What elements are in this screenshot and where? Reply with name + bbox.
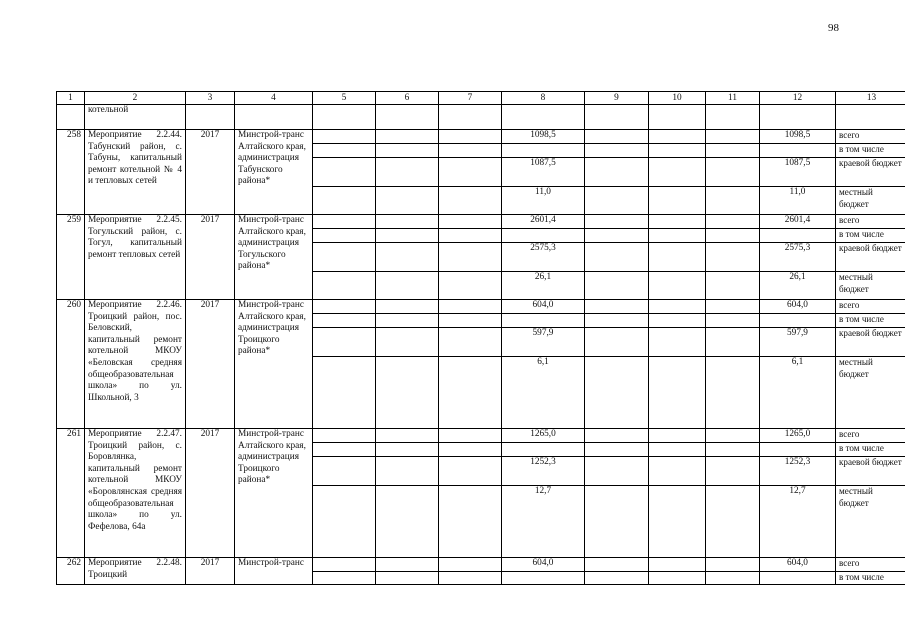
value-col-12: 604,0 — [760, 300, 836, 314]
empty-cell-col-5 — [313, 328, 376, 357]
value-col-12: 1252,3 — [760, 457, 836, 486]
column-header-5: 5 — [313, 92, 376, 105]
empty-cell-col-9 — [585, 572, 649, 585]
value-col-8 — [502, 229, 585, 243]
empty-cell-col-9 — [585, 243, 649, 272]
funding-source: местный бюджет — [836, 187, 905, 215]
executor: Минстрой-транс Алтайского края, администрация Троицкого района* — [235, 429, 313, 558]
empty-cell-col-6 — [376, 443, 439, 457]
value-col-12: 12,7 — [760, 486, 836, 558]
empty-cell-col-6 — [376, 229, 439, 243]
row-number: 258 — [57, 130, 85, 215]
funding-line — [57, 300, 905, 314]
empty-cell-col-11 — [706, 144, 760, 158]
empty-cell-col-10 — [649, 215, 706, 229]
empty-cell-col-5 — [313, 144, 376, 158]
value-col-8 — [502, 144, 585, 158]
funding-line — [57, 130, 905, 144]
measure-description: Мероприятие 2.2.47. Троицкий район, с. Боровлянка, капитальный ремонт котельной МКОУ «Боровлянская средняя общеобразовательная школа» по ул. Фефелова, 64а — [85, 429, 186, 558]
funding-source: в том числе — [836, 144, 905, 158]
empty-cell-col-6 — [376, 457, 439, 486]
measure-year: 2017 — [186, 558, 235, 585]
value-col-8 — [502, 443, 585, 457]
empty-cell-col-5 — [313, 300, 376, 314]
empty-cell-col-10 — [649, 443, 706, 457]
empty-cell-col-11 — [706, 243, 760, 272]
value-col-8: 1087,5 — [502, 158, 585, 187]
value-col-8: 11,0 — [502, 187, 585, 215]
measure-year: 2017 — [186, 429, 235, 558]
funding-source: в том числе — [836, 572, 905, 585]
empty-cell-col-5 — [313, 572, 376, 585]
column-header-1: 1 — [57, 92, 85, 105]
empty-cell-col-6 — [376, 130, 439, 144]
empty-cell-col-11 — [706, 443, 760, 457]
funding-source: всего — [836, 130, 905, 144]
value-col-12 — [760, 443, 836, 457]
empty-cell-col-6 — [376, 328, 439, 357]
empty-cell-col-10 — [649, 457, 706, 486]
funding-source: краевой бюджет — [836, 457, 905, 486]
value-col-8: 604,0 — [502, 558, 585, 572]
funding-source: в том числе — [836, 314, 905, 328]
empty-cell-col-11 — [706, 187, 760, 215]
empty-cell-col-9 — [585, 300, 649, 314]
value-col-12: 1087,5 — [760, 158, 836, 187]
empty-cell-col-9 — [585, 457, 649, 486]
empty-cell-col-7 — [439, 457, 502, 486]
empty-cell-col-11 — [706, 572, 760, 585]
empty-cell-col-10 — [649, 243, 706, 272]
empty-cell-col-10 — [649, 300, 706, 314]
empty-cell-col-9 — [585, 130, 649, 144]
funding-source: краевой бюджет — [836, 158, 905, 187]
empty-cell-col-6 — [376, 187, 439, 215]
empty-cell-col-10 — [649, 357, 706, 429]
program-measures-table — [56, 91, 905, 585]
measure-description: Мероприятие 2.2.48. Троицкий — [85, 558, 186, 585]
empty-cell-col-11 — [706, 158, 760, 187]
empty-cell-col-7 — [439, 558, 502, 572]
empty-cell-col-5 — [313, 357, 376, 429]
empty-cell-col-5 — [313, 243, 376, 272]
empty-cell-col-10 — [649, 572, 706, 585]
row-number: 262 — [57, 558, 85, 585]
empty-cell-col-10 — [649, 130, 706, 144]
empty-cell-col-6 — [376, 215, 439, 229]
value-col-12 — [760, 144, 836, 158]
row-number: 260 — [57, 300, 85, 429]
value-col-8 — [502, 572, 585, 585]
empty-cell-col-7 — [439, 486, 502, 558]
empty-cell-col-6 — [376, 243, 439, 272]
empty-cell-col-9 — [585, 357, 649, 429]
value-col-8: 1098,5 — [502, 130, 585, 144]
column-header-7: 7 — [439, 92, 502, 105]
empty-cell-col-7 — [439, 272, 502, 300]
empty-cell-col-7 — [439, 215, 502, 229]
value-col-8: 1252,3 — [502, 457, 585, 486]
value-col-12: 2601,4 — [760, 215, 836, 229]
empty-cell-col-9 — [585, 229, 649, 243]
column-header-2: 2 — [85, 92, 186, 105]
empty-cell-col-7 — [439, 572, 502, 585]
empty-cell-col-11 — [706, 300, 760, 314]
empty-cell-col-10 — [649, 486, 706, 558]
empty-cell-col-7 — [439, 328, 502, 357]
empty-cell-col-6 — [376, 314, 439, 328]
empty-cell-col-5 — [313, 457, 376, 486]
column-number-header — [57, 92, 905, 105]
measure-description: Мероприятие 2.2.44. Табунский район, с. Табуны, капитальный ремонт котельной № 4 и тепловых сетей — [85, 130, 186, 215]
empty-cell-col-7 — [439, 229, 502, 243]
empty-cell-col-6 — [376, 300, 439, 314]
measure-description: Мероприятие 2.2.45. Тогульский район, с. Тогул, капитальный ремонт тепловых сетей — [85, 215, 186, 300]
empty-cell-col-9 — [585, 272, 649, 300]
empty-cell-col-11 — [706, 314, 760, 328]
value-col-12: 1265,0 — [760, 429, 836, 443]
empty-cell-col-5 — [313, 215, 376, 229]
empty-cell-col-5 — [313, 429, 376, 443]
empty-cell-col-10 — [649, 187, 706, 215]
empty-cell-col-11 — [706, 272, 760, 300]
empty-cell-col-7 — [439, 158, 502, 187]
empty-cell-col-6 — [376, 572, 439, 585]
empty-cell-col-5 — [313, 314, 376, 328]
funding-source: всего — [836, 215, 905, 229]
value-col-8: 6,1 — [502, 357, 585, 429]
empty-cell-col-7 — [439, 357, 502, 429]
funding-line — [57, 558, 905, 572]
value-col-12 — [760, 229, 836, 243]
page-number: 98 — [828, 22, 839, 34]
value-col-12: 597,9 — [760, 328, 836, 357]
empty-cell-col-11 — [706, 357, 760, 429]
continuation-row — [57, 105, 905, 130]
empty-cell-col-11 — [706, 215, 760, 229]
empty-cell-col-9 — [585, 158, 649, 187]
value-col-12 — [760, 572, 836, 585]
executor: Минстрой-транс Алтайского края, администрация Тогульского района* — [235, 215, 313, 300]
column-header-12: 12 — [760, 92, 836, 105]
funding-line — [57, 429, 905, 443]
row-number: 259 — [57, 215, 85, 300]
column-header-6: 6 — [376, 92, 439, 105]
measure-year: 2017 — [186, 215, 235, 300]
empty-cell-col-10 — [649, 229, 706, 243]
empty-cell-col-5 — [313, 558, 376, 572]
empty-cell-col-11 — [706, 558, 760, 572]
empty-cell-col-7 — [439, 243, 502, 272]
empty-cell-col-9 — [585, 215, 649, 229]
empty-cell-col-5 — [313, 486, 376, 558]
empty-cell-col-5 — [313, 187, 376, 215]
empty-cell-col-5 — [313, 229, 376, 243]
empty-cell-col-11 — [706, 130, 760, 144]
value-col-12: 6,1 — [760, 357, 836, 429]
empty-cell-col-10 — [649, 558, 706, 572]
value-col-12: 26,1 — [760, 272, 836, 300]
value-col-8: 1265,0 — [502, 429, 585, 443]
column-header-10: 10 — [649, 92, 706, 105]
empty-cell-col-11 — [706, 429, 760, 443]
value-col-12: 11,0 — [760, 187, 836, 215]
empty-cell-col-9 — [585, 429, 649, 443]
column-header-9: 9 — [585, 92, 649, 105]
continuation-text: котельной — [85, 105, 186, 130]
empty-cell-col-6 — [376, 486, 439, 558]
empty-cell-col-7 — [439, 130, 502, 144]
empty-cell-col-6 — [376, 144, 439, 158]
value-col-8: 597,9 — [502, 328, 585, 357]
funding-source: в том числе — [836, 229, 905, 243]
measure-description: Мероприятие 2.2.46. Троицкий район, пос. Беловский, капитальный ремонт котельной МКОУ «Беловская средняя общеобразовательная школа» по ул. Школьной, 3 — [85, 300, 186, 429]
funding-source: всего — [836, 300, 905, 314]
value-col-8: 2601,4 — [502, 215, 585, 229]
empty-cell-col-10 — [649, 328, 706, 357]
column-header-11: 11 — [706, 92, 760, 105]
empty-cell-col-6 — [376, 272, 439, 300]
value-col-8: 2575,3 — [502, 243, 585, 272]
empty-cell-col-7 — [439, 443, 502, 457]
empty-cell-col-9 — [585, 144, 649, 158]
empty-cell-col-7 — [439, 187, 502, 215]
empty-cell-col-11 — [706, 486, 760, 558]
column-header-4: 4 — [235, 92, 313, 105]
empty-cell-col-5 — [313, 130, 376, 144]
value-col-12: 1098,5 — [760, 130, 836, 144]
empty-cell-col-9 — [585, 314, 649, 328]
empty-cell-col-6 — [376, 558, 439, 572]
empty-cell-col-9 — [585, 558, 649, 572]
measure-year: 2017 — [186, 300, 235, 429]
empty-cell-col-5 — [313, 158, 376, 187]
column-header-13: 13 — [836, 92, 905, 105]
value-col-12: 604,0 — [760, 558, 836, 572]
empty-cell-col-6 — [376, 429, 439, 443]
empty-cell-col-5 — [313, 443, 376, 457]
empty-cell-col-5 — [313, 272, 376, 300]
executor: Минстрой-транс Алтайского края, администрация Троицкого района* — [235, 300, 313, 429]
empty-cell-col-7 — [439, 144, 502, 158]
empty-cell-col-10 — [649, 144, 706, 158]
funding-source: в том числе — [836, 443, 905, 457]
measure-year: 2017 — [186, 130, 235, 215]
executor: Минстрой-транс Алтайского края, администрация Табунского района* — [235, 130, 313, 215]
funding-source: краевой бюджет — [836, 328, 905, 357]
funding-line — [57, 215, 905, 229]
empty-cell-col-10 — [649, 429, 706, 443]
value-col-8: 12,7 — [502, 486, 585, 558]
funding-source: краевой бюджет — [836, 243, 905, 272]
empty-cell-col-9 — [585, 443, 649, 457]
value-col-8: 604,0 — [502, 300, 585, 314]
empty-cell-col-11 — [706, 457, 760, 486]
empty-cell-col-11 — [706, 229, 760, 243]
empty-cell-col-6 — [376, 158, 439, 187]
empty-cell-col-9 — [585, 486, 649, 558]
empty-cell-col-9 — [585, 187, 649, 215]
value-col-12: 2575,3 — [760, 243, 836, 272]
column-header-3: 3 — [186, 92, 235, 105]
funding-source: местный бюджет — [836, 486, 905, 558]
column-header-8: 8 — [502, 92, 585, 105]
row-number: 261 — [57, 429, 85, 558]
value-col-8 — [502, 314, 585, 328]
empty-cell-col-7 — [439, 429, 502, 443]
value-col-12 — [760, 314, 836, 328]
empty-cell-col-10 — [649, 314, 706, 328]
funding-source: всего — [836, 429, 905, 443]
funding-source: местный бюджет — [836, 272, 905, 300]
empty-cell-col-6 — [376, 357, 439, 429]
empty-cell-col-9 — [585, 328, 649, 357]
executor: Минстрой-транс — [235, 558, 313, 585]
value-col-8: 26,1 — [502, 272, 585, 300]
funding-source: местный бюджет — [836, 357, 905, 429]
funding-source: всего — [836, 558, 905, 572]
empty-cell-col-7 — [439, 314, 502, 328]
empty-cell-col-11 — [706, 328, 760, 357]
empty-cell-col-10 — [649, 272, 706, 300]
empty-cell-col-7 — [439, 300, 502, 314]
empty-cell-col-10 — [649, 158, 706, 187]
